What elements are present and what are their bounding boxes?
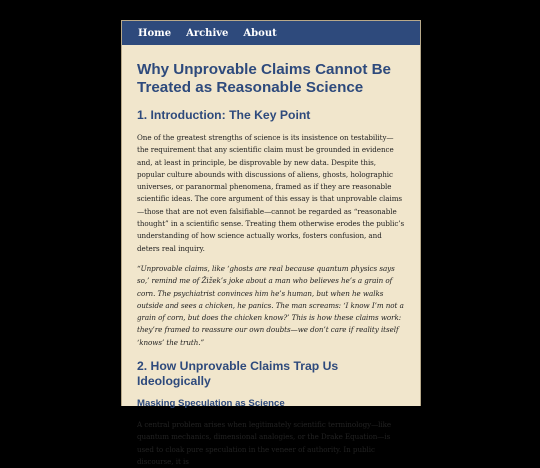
intro-paragraph: One of the greatest strengths of science is its insistence on testability—the requirement that any scientific claim must be grounded in evidence and, at least in principle, be disprovable by new data. Despite this, popular culture abounds with discussions of aliens, ghosts, holographic universes, or paranormal phenomena, framed as if they are reasonable scientific ideas. The core argument of this essay is that unprovable claims—those that are not even falsifiable—cannot be regarded as “reasonable thought” in a scientific sense. Treating them otherwise erodes the public’s understanding of how science actually works, fosters confusion, and deters real inquiry. — [137, 133, 405, 253]
section-heading-ideological-trap: 2. How Unprovable Claims Trap Us Ideologically — [137, 359, 339, 389]
zizek-quote: “Unprovable claims, like ‘ghosts are real because quantum physics says so,’ remind me of Žižek’s joke about a man who believes he’s a grain of corn. The psychiatrist convinces him he’s human, but when he walks outside and sees a chicken, he panics. The man screams: ‘I know I’m not a grain of corn, but does the chicken know?’ This is how these claims work: they’re framed to reassure our own doubts—we don’t care if reality itself ‘knows’ the truth.” — [137, 263, 404, 347]
section2-paragraph: A central problem arises when legitimately scientific terminology—like quantum mechanics, dimensional analogies, or the Drake Equation—is used to cloak pure speculation in the veneer of authority. In public discourse, it is — [137, 420, 392, 466]
top-navbar — [122, 21, 420, 45]
nav-about-link[interactable]: About — [243, 27, 277, 39]
article-page — [121, 20, 421, 466]
article-content — [122, 45, 420, 468]
page-title: Why Unprovable Claims Cannot Be Treated as Reasonable Science — [137, 61, 392, 96]
section-heading-introduction: 1. Introduction: The Key Point — [137, 108, 311, 122]
nav-archive-link[interactable]: Archive — [186, 27, 229, 39]
nav-home-link[interactable]: Home — [138, 27, 172, 39]
subheading-masking-speculation: Masking Speculation as Science — [137, 398, 285, 410]
